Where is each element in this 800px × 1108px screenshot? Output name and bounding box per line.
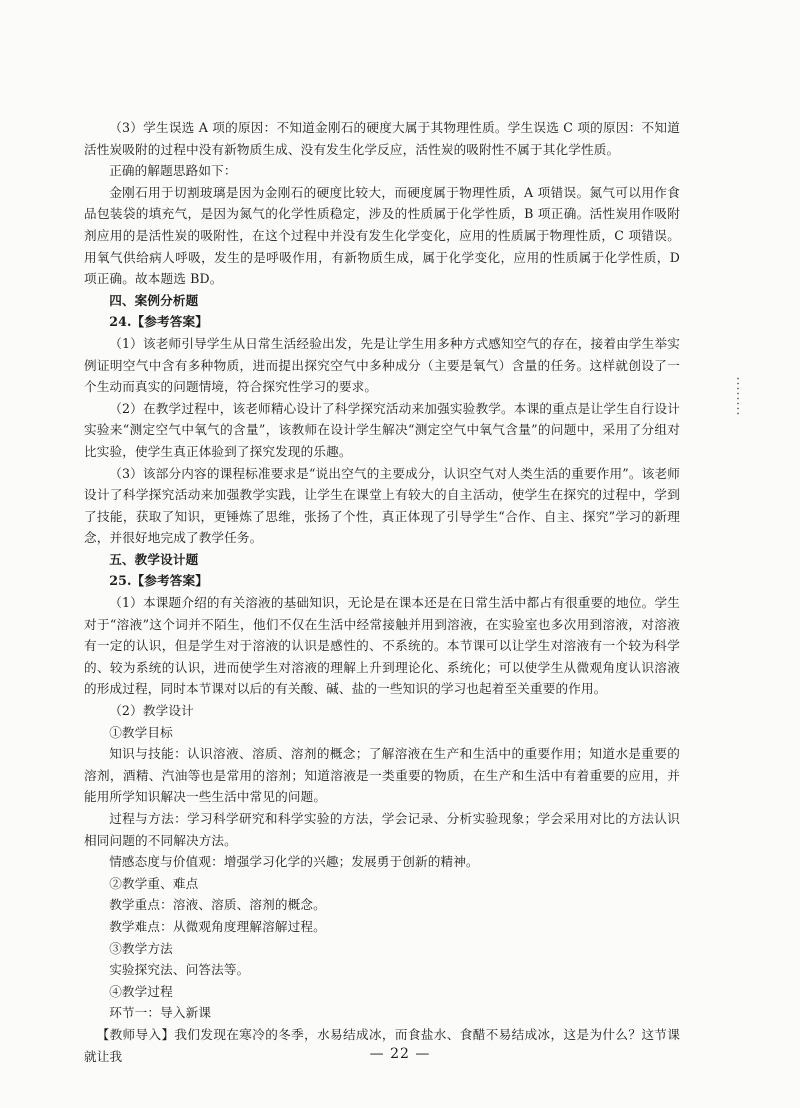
paragraph: 情感态度与价值观：增强学习化学的兴趣；发展勇于创新的精神。 xyxy=(109,854,479,870)
paragraph: 正确的解题思路如下： xyxy=(109,163,237,179)
paragraph: （1）本课题介绍的有关溶液的基础知识，无论是在课本还是在日常生活中都占有很重要的地位。学生对于“溶液”这个词并不陌生，他们不仅在生活中经常接触并用到溶液，在实验室也多次用到溶液，对溶液有一定的认识，但是学生对于溶液的认识是感性的、不系统的。本节课可以让学生对溶液有一个较为科学的、较为系统的认识，进而使学生对溶液的理解上升到理论化、系统化；可以使学生从微观角度认识溶液的形成过程，同时本节课对以后的有关酸、碱、盐的一些知识的学习也起着至关重要的作用。 xyxy=(84,595,680,697)
paragraph: 环节一：导入新课 xyxy=(109,1005,212,1021)
paragraph: ③教学方法 xyxy=(109,940,173,956)
paragraph: （2）在教学过程中，该老师精心设计了科学探究活动来加强实验教学。本课的重点是让学生自行设计实验来“测定空气中氧气的含量”，该教师在设计学生解决“测定空气中氧气含量”的问题中，采用了分组对比实验，使学生真正体验到了探究发现的乐趣。 xyxy=(84,400,680,459)
paragraph: 教学重点：溶液、溶质、溶剂的概念。 xyxy=(109,897,326,913)
paragraph: （2）教学设计 xyxy=(109,703,194,719)
section-heading: 五、教学设计题 xyxy=(109,551,199,567)
paragraph: ④教学过程 xyxy=(109,983,173,999)
paragraph: ②教学重、难点 xyxy=(109,875,199,891)
paragraph: 教学难点：从微观角度理解溶解过程。 xyxy=(109,918,326,934)
paragraph: 金刚石用于切割玻璃是因为金刚石的硬度比较大，而硬度属于物理性质，A 项错误。氮气可以用作食品包装袋的填充气，是因为氮气的化学性质稳定，涉及的性质属于化学性质，B 项正确。活性炭用作吸附剂应用的是活性炭的吸附性，在这个过程中并没有发生化学变化，应用的性质属于物理性质，C 项错误。用氧气供给病人呼吸，发生的是呼吸作用，有新物质生成，属于化学变化，应用的性质属于化学性质，D 项正确。故本题选 BD。 xyxy=(84,184,680,287)
paragraph: 知识与技能：认识溶液、溶质、溶剂的概念；了解溶液在生产和生活中的重要作用；知道水是重要的溶剂，酒精、汽油等也是常用的溶剂；知道溶液是一类重要的物质，在生产和生活中有着重要的应用，并能用所学知识解决一些生活中常见的问题。 xyxy=(84,746,680,805)
paragraph: （3）该部分内容的课程标准要求是“说出空气的主要成分，认识空气对人类生活的重要作用”。该老师设计了科学探究活动来加强教学实践，让学生在课堂上有较大的自主活动，使学生在探究的过程中，学到了技能，获取了知识，更锤炼了思维，张扬了个性，真正体现了引导学生“合作、自主、探究”学习的新理念，并很好地完成了教学任务。 xyxy=(84,465,680,546)
paragraph: ①教学目标 xyxy=(109,724,173,740)
margin-binding-marks xyxy=(736,376,740,416)
section-heading: 25.【参考答案】 xyxy=(109,573,209,589)
paragraph: 【教师导入】我们发现在寒冷的冬季，水易结成冰，而食盐水、食醋不易结成冰，这是为什么？这节课就让我 xyxy=(84,1026,680,1064)
page-number: — 22 — xyxy=(369,1046,431,1062)
paragraph: 实验探究法、问答法等。 xyxy=(109,962,250,978)
page-body xyxy=(84,117,680,1067)
section-heading: 24.【参考答案】 xyxy=(109,314,209,330)
section-heading: 四、案例分析题 xyxy=(109,292,199,308)
paragraph: 过程与方法：学习科学研究和科学实验的方法，学会记录、分析实验现象；学会采用对比的方法认识相同问题的不同解决方法。 xyxy=(84,811,680,848)
paragraph: （3）学生误选 A 项的原因：不知道金刚石的硬度大属于其物理性质。学生误选 C 项的原因：不知道活性炭吸附的过程中没有新物质生成、没有发生化学反应，活性炭的吸附性不属于其化学性质。 xyxy=(84,120,680,157)
paragraph: （1）该老师引导学生从日常生活经验出发，先是让学生用多种方式感知空气的存在，接着由学生举实例证明空气中含有多种物质，进而提出探究空气中多种成分（主要是氧气）含量的任务。这样就创设了一个生动而真实的问题情境，符合探究性学习的要求。 xyxy=(84,335,680,395)
